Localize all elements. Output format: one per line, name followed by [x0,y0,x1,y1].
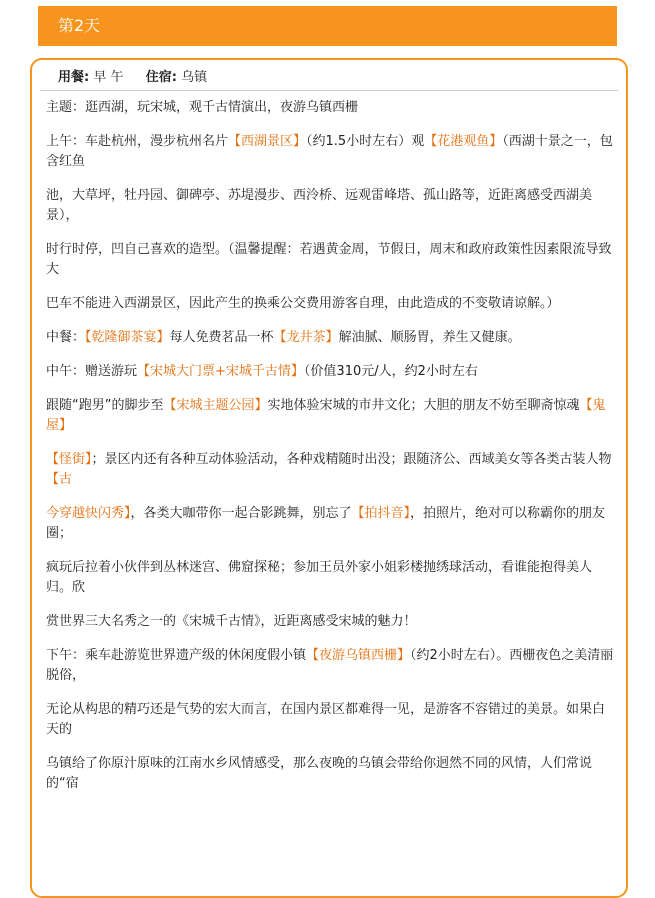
paragraph: 池，大草坪，牡丹园、御碑亭、苏堤漫步、西泠桥、远观雷峰塔、孤山路等，近距离感受西湖美景）， [46,188,593,223]
meals-label: 用餐: [58,70,90,85]
paragraph: 巴车不能进入西湖景区，因此产生的换乘公交费用游客自理，由此造成的不变敬请谅解。） [46,296,560,311]
highlight-huagang: 【花港观鱼】 [424,134,503,149]
paragraph: 时行时停，凹自己喜欢的造型。（温馨提醒：若遇黄金周，节假日，周末和政府政策性因素限流导致大 [46,242,612,277]
highlight-tea-banquet: 【乾隆御茶宴】 [85,330,170,345]
meals-lodging-line [58,68,578,88]
highlight-douyin: 【拍抖音】 [351,506,411,521]
afternoon-paragraph: 下午：乘车赴游览世界遗产级的休闲度假小镇【夜游乌镇西栅】（约2小时左右）。西栅夜色之美清丽脱俗， [46,648,614,683]
lodging-label: 住宿: [145,70,177,85]
paragraph: 今穿越快闪秀】，各类大咖带你一起合影跳舞，别忘了【拍抖音】，拍照片，绝对可以称霸你的朋友圈； [46,506,606,541]
paragraph: 跟随“跑男”的脚步至【宋城主题公园】实地体验宋城的市井文化；大胆的朋友不妨至聊斋惊魂【鬼屋】 [46,398,606,433]
meals-value: 早 午 [93,70,124,85]
theme-paragraph: 主题：逛西湖，玩宋城，观千古情演出，夜游乌镇西栅 [46,100,359,115]
highlight-wuzhen-xizha: 【夜游乌镇西栅】 [306,648,411,663]
itinerary-text [46,98,614,808]
highlight-songcheng-ticket: 【宋城大门票+宋城千古情】 [137,364,304,379]
day-title-bar [38,6,617,46]
paragraph: 【怪街】；景区内还有各种互动体验活动，各种戏精随时出没；跟随济公、西域美女等各类古装人物【古 [46,452,612,487]
paragraph: 疯玩后拉着小伙伴到丛林迷宫、佛窟探秘；参加王员外家小姐彩楼抛绣球活动，看谁能抱得美人归。欣 [46,560,593,595]
day-detail-box [30,58,628,898]
lodging-value: 乌镇 [181,70,208,85]
morning-paragraph: 上午：车赴杭州，漫步杭州名片【西湖景区】（约1.5小时左右）观【花港观鱼】（西湖十景之一，包含红鱼 [46,134,613,169]
paragraph: 无论从构思的精巧还是气势的宏大而言，在国内景区都难得一见，是游客不容错过的美景。如果白天的 [46,702,606,737]
highlight-haunted-house: 【鬼屋】 [46,398,606,433]
highlight-flash-show-start: 【古 [46,472,73,487]
highlight-west-lake: 【西湖景区】 [228,134,307,149]
lunch-paragraph: 中餐：【乾隆御茶宴】每人免费茗品一杯【龙井茶】解油腻、顺肠胃，养生又健康。 [46,330,521,345]
highlight-theme-park: 【宋城主题公园】 [163,398,268,413]
divider [40,90,618,91]
highlight-longjing: 【龙井茶】 [273,330,339,345]
highlight-weird-street: 【怪街】 [46,452,92,467]
paragraph: 赏世界三大名秀之一的《宋城千古情》，近距离感受宋城的魅力！ [46,614,417,629]
day-title: 第2天 [58,16,101,35]
noon-paragraph: 中午：赠送游玩【宋城大门票+宋城千古情】（价值310元/人，约2小时左右 [46,364,478,379]
highlight-flash-show-end: 今穿越快闪秀】 [46,506,131,521]
paragraph: 乌镇给了你原汁原味的江南水乡风情感受，那么夜晚的乌镇会带给你迥然不同的风情，人们常说的“宿 [46,756,593,791]
